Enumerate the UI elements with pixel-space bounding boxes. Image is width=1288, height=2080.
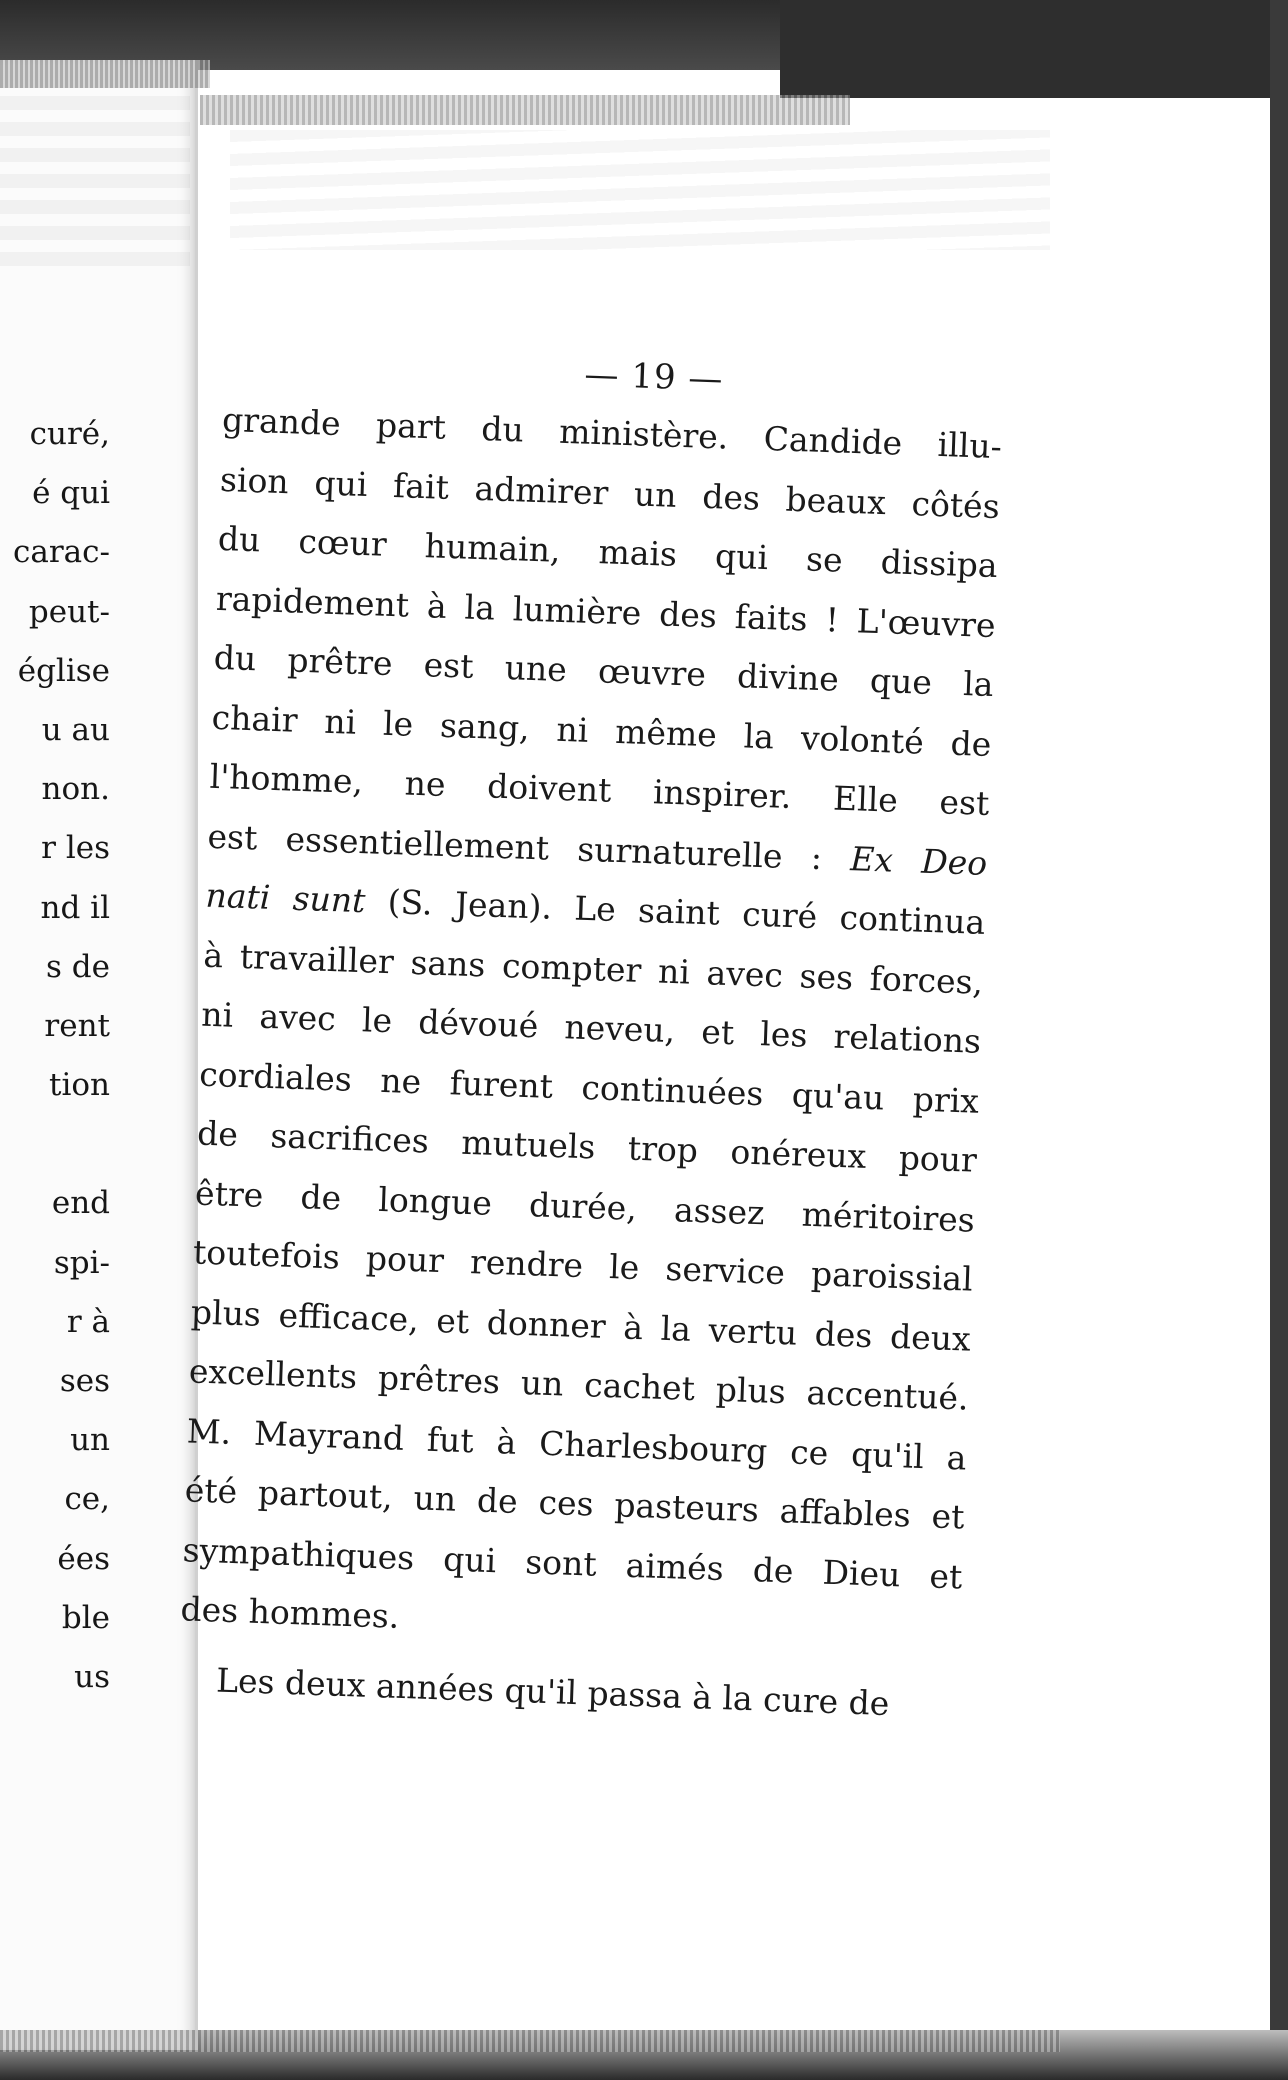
paragraph-1 [180,390,1003,1666]
left-fragment: us [74,1658,110,1695]
dark-backing-right [1270,0,1288,2080]
left-fragment: tion [48,1067,110,1104]
left-fragment: s de [46,948,110,985]
left-fragment: nd il [40,889,110,926]
page-number: — 19 — [583,354,725,400]
left-fragment: ées [57,1540,110,1577]
latin-quote: Ex Deo [849,838,988,883]
text-line: être de longue durée, assez méritoires [194,1172,976,1240]
left-page-text-fragments [0,405,110,1707]
left-fragment: église [17,652,110,689]
bottom-edge-strip [0,2030,1060,2052]
text-line: à travailler sans compter ni avec ses forces, [202,935,984,1002]
left-fragment: r les [41,830,110,867]
left-fragment: end [51,1185,110,1222]
text-line: été partout, un de ces pasteurs affables et [184,1470,966,1537]
left-fragment: rent [44,1007,110,1044]
main-page-edge-strip [200,95,850,125]
text-line: sympathiques qui sont aimés de Dieu et [182,1529,963,1596]
text-line: du prêtre est une œuvre divine que la [213,637,995,705]
left-fragment: é qui [32,475,110,512]
left-page-bleed-through [0,96,190,276]
main-page-bleed-through [230,130,1050,250]
text-line: ni avec le dévoué neveu, et les relations [200,994,982,1061]
text-line: cordiales ne furent continuées qu'au prix [198,1054,980,1121]
left-fragment: peut- [28,593,110,630]
text-line: plus efficace, et donner à la vertu des deux [190,1291,972,1359]
text-segment: (S. Jean). Le saint curé continua [387,882,986,942]
text-line: l'homme, ne doivent inspirer. Elle est [209,756,990,823]
left-fragment: ce, [64,1481,110,1518]
latin-quote: nati sunt [204,875,367,921]
left-fragment: carac- [13,534,110,571]
paragraph-2: Les deux années qu'il passa à la cure de [215,1660,891,1723]
left-fragment: curé, [29,416,110,452]
left-fragment: non. [41,771,110,808]
left-fragment: u au [41,711,110,748]
text-line: grande part du ministère. Candide illu- [221,399,1003,467]
left-fragment: spi- [53,1244,110,1281]
left-fragment: un [70,1422,110,1459]
left-fragment-gap [0,1115,110,1174]
text-line: des hommes. [180,1589,400,1636]
text-line: rapidement à la lumière des faits ! L'œuvre [215,578,997,645]
left-fragment: ses [59,1363,110,1399]
text-line: de sacrifices mutuels trop onéreux pour [196,1113,978,1180]
text-line: sion qui fait admirer un des beaux côtés [219,459,1001,526]
left-fragment: ble [61,1599,110,1636]
text-line: M. Mayrand fut à Charlesbourg ce qu'il a [186,1410,968,1478]
text-line: du cœur humain, mais qui se dissipa [217,518,999,586]
page-text-block [177,340,1004,1735]
left-fragment: r à [66,1303,110,1340]
left-page-edge-strip [0,60,210,88]
text-line: toutefois pour rendre le service paroissial [192,1232,974,1299]
text-line: excellents prêtres un cachet plus accentué. [188,1351,970,1418]
text-line: chair ni le sang, ni même la volonté de [211,697,993,764]
text-segment: est essentiellement surnaturelle : [207,816,823,877]
